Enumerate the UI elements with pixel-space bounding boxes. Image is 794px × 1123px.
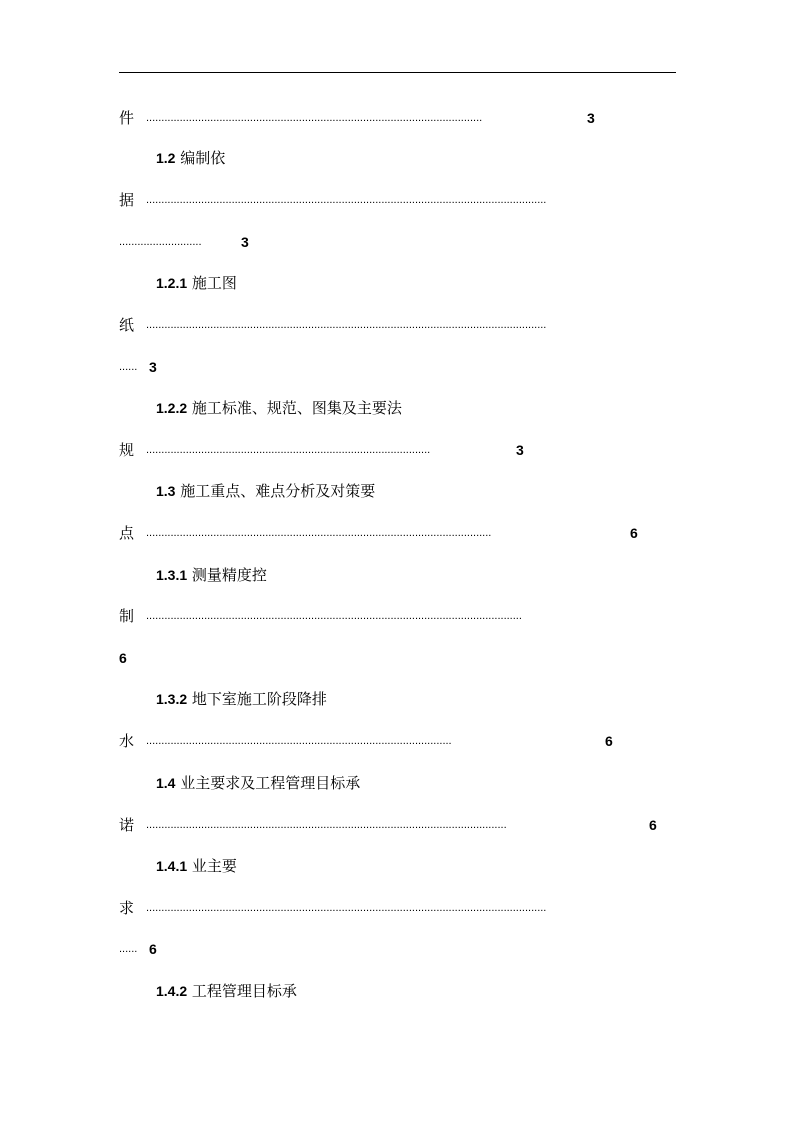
- toc-section-number: 1.4.2: [156, 983, 188, 999]
- toc-section-number: 1.2.2: [156, 400, 188, 416]
- toc-section-number: 1.2: [156, 150, 176, 166]
- toc-heading[interactable]: [156, 481, 375, 501]
- toc-section-number: 1.2.1: [156, 275, 188, 291]
- toc-section-title: 施工标准、规范、图集及主要法: [191, 399, 402, 417]
- toc-heading[interactable]: [156, 565, 267, 585]
- toc-entry-tail: 据: [119, 191, 135, 209]
- toc-entry-tail: 纸: [119, 316, 135, 334]
- toc-heading[interactable]: [156, 689, 327, 709]
- toc-leader-dots: .................................................................................................................: [146, 527, 492, 539]
- toc-page-number: 3: [516, 442, 524, 458]
- toc-entry-tail: 制: [119, 607, 135, 625]
- toc-section-number: 1.4: [156, 775, 176, 791]
- header-rule: [119, 72, 676, 73]
- toc-section-title: 业主要: [191, 857, 237, 875]
- toc-section-number: 1.3.2: [156, 691, 188, 707]
- toc-leader-dots: ...................................................................................................................................: [146, 902, 547, 914]
- toc-section-number: 1.4.1: [156, 858, 188, 874]
- toc-row[interactable]: [119, 606, 522, 626]
- toc-row[interactable]: [119, 523, 638, 543]
- toc-leader-dots: ......: [119, 943, 138, 955]
- toc-entry-tail: 点: [119, 524, 135, 542]
- toc-heading[interactable]: [156, 148, 225, 168]
- toc-entry-tail: 诺: [119, 816, 135, 834]
- toc-page-number: 6: [149, 941, 157, 957]
- toc-heading[interactable]: [156, 398, 402, 418]
- toc-leader-dots: ......: [119, 361, 138, 373]
- toc-leader-dots: .............................................................................................: [146, 444, 431, 456]
- toc-entry-tail: 水: [119, 732, 135, 750]
- toc-heading[interactable]: [156, 856, 237, 876]
- toc-page-number: 6: [605, 733, 613, 749]
- toc-row[interactable]: [119, 190, 547, 210]
- toc-section-number: 1.3.1: [156, 567, 188, 583]
- toc-leader-dots: ......................................................................................................................: [146, 819, 507, 831]
- toc-row[interactable]: [119, 731, 613, 751]
- toc-heading[interactable]: [156, 981, 297, 1001]
- toc-leader-dots: ..............................................................................................................: [146, 112, 483, 124]
- toc-section-number: 1.3: [156, 483, 176, 499]
- toc-leader-dots: ...........................: [119, 236, 202, 248]
- toc-section-title: 施工重点、难点分析及对策要: [180, 482, 376, 500]
- toc-entry-tail: 规: [119, 441, 135, 459]
- toc-section-title: 业主要求及工程管理目标承: [180, 774, 361, 792]
- toc-page-number: 6: [630, 525, 638, 541]
- toc-heading[interactable]: [156, 273, 237, 293]
- toc-entry-tail: 件: [119, 109, 135, 127]
- toc-page-number: 3: [149, 359, 157, 375]
- toc-row[interactable]: [119, 815, 657, 835]
- toc-page-number: 6: [119, 650, 127, 666]
- toc-row[interactable]: [119, 315, 547, 335]
- toc-page-number: 6: [649, 817, 657, 833]
- toc-section-title: 工程管理目标承: [191, 982, 297, 1000]
- toc-leader-dots: ....................................................................................................: [146, 735, 452, 747]
- toc-leader-dots: ...................................................................................................................................: [146, 319, 547, 331]
- toc-row[interactable]: [119, 108, 595, 128]
- toc-row[interactable]: [119, 898, 547, 918]
- toc-row[interactable]: [119, 440, 524, 460]
- toc-section-title: 地下室施工阶段降排: [191, 690, 327, 708]
- toc-section-title: 编制依: [180, 149, 226, 167]
- toc-leader-dots: ...................................................................................................................................: [146, 194, 547, 206]
- toc-leader-dots: ...........................................................................................................................: [146, 610, 522, 622]
- toc-heading[interactable]: [156, 773, 360, 793]
- toc-section-title: 施工图: [191, 274, 237, 292]
- toc-page-number: 3: [241, 234, 249, 250]
- toc-page-number: 3: [587, 110, 595, 126]
- toc-section-title: 测量精度控: [191, 566, 267, 584]
- toc-entry-tail: 求: [119, 899, 135, 917]
